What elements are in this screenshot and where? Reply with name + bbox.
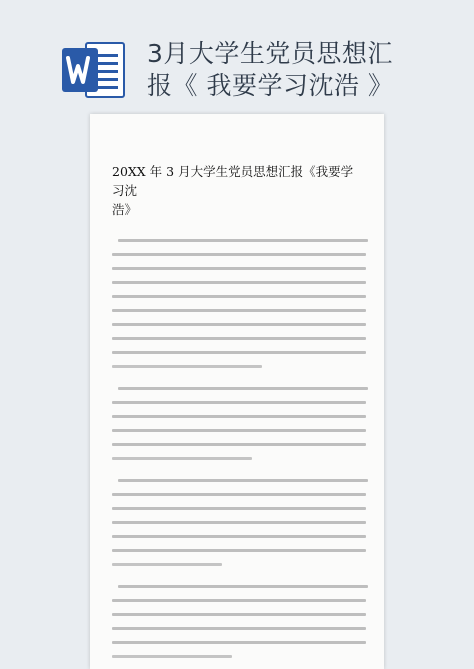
text-line — [112, 429, 366, 432]
text-line — [118, 239, 368, 242]
text-line — [112, 563, 222, 566]
word-document-icon — [60, 40, 126, 100]
text-line — [112, 253, 366, 256]
text-line — [112, 549, 366, 552]
text-line — [112, 267, 366, 270]
text-line — [118, 585, 368, 588]
text-line — [112, 507, 366, 510]
text-line — [112, 415, 366, 418]
text-line — [112, 521, 366, 524]
text-line — [112, 401, 366, 404]
text-line — [112, 493, 366, 496]
text-line — [112, 337, 366, 340]
text-line — [118, 479, 368, 482]
page-heading — [112, 162, 362, 219]
text-line — [112, 655, 232, 658]
document-title — [147, 38, 467, 102]
header — [0, 0, 474, 118]
page-heading-line-1: 20XX 年 3 月大学生党员思想汇报《我要学习沈 — [112, 164, 354, 198]
document-page-preview — [90, 114, 384, 669]
document-title-line-2: 报《 我要学习沈浩 》 — [147, 71, 394, 100]
text-line — [112, 599, 366, 602]
text-line — [112, 295, 366, 298]
text-line — [112, 627, 366, 630]
text-line — [112, 641, 366, 644]
text-line — [118, 387, 368, 390]
text-line — [112, 309, 366, 312]
text-line — [112, 281, 366, 284]
text-line — [112, 613, 366, 616]
text-line — [112, 351, 366, 354]
text-line — [112, 535, 366, 538]
page-heading-line-2: 浩》 — [112, 202, 138, 217]
text-line — [112, 457, 252, 460]
text-line — [112, 365, 262, 368]
text-line — [112, 443, 366, 446]
document-title-line-1: 3月大学生党员思想汇 — [147, 39, 393, 68]
text-line — [112, 323, 366, 326]
